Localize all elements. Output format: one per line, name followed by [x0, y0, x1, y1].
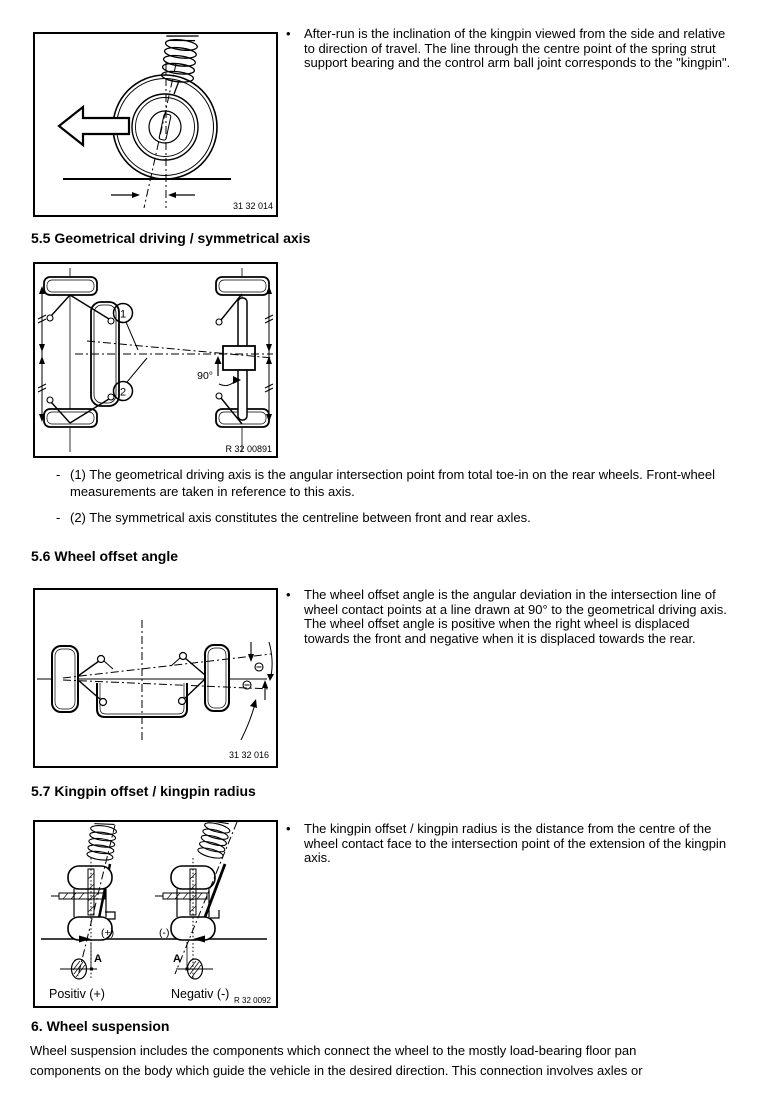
- wheel-offset-svg: [35, 590, 276, 766]
- offset-line-lower: [63, 680, 271, 689]
- offset-line-upper: [63, 654, 271, 678]
- bullet-marker: •: [286, 26, 291, 41]
- driving-axis-item-2: [56, 510, 718, 527]
- kingpin-text: The kingpin offset / kingpin radius is the distance from the centre of the wheel contact face to the intersection point of the extension of the kingpin axis.: [304, 821, 727, 866]
- svg-text:2: 2: [119, 386, 127, 399]
- kingpin-offset-svg: [35, 822, 276, 1006]
- deviation-arrows: [241, 642, 274, 740]
- dash-marker: -: [56, 510, 61, 525]
- figure-kingpin-offset-diagram: [33, 820, 278, 1008]
- item-1-text: (1) The geometrical driving axis is the angular intersection point from total toe-in on the rear wheels. Front-wheel measurements are taken in reference to this axis.: [70, 467, 716, 499]
- figure-afterrun-diagram: [33, 32, 278, 217]
- dim-a-left: A: [94, 953, 102, 965]
- afterrun-diagram-svg: [35, 34, 276, 215]
- svg-text:90°: 90°: [197, 370, 213, 382]
- dash-marker: -: [56, 467, 61, 482]
- angle-symbols: [243, 663, 263, 689]
- left-dimension-line: [38, 286, 46, 422]
- minus-label: (-): [159, 927, 170, 939]
- figure-code: R 32 0092: [234, 996, 271, 1005]
- figure-code: 31 32 016: [228, 750, 269, 760]
- caster-angle-arrows: [111, 192, 195, 198]
- wheel-suspension-paragraph: Wheel suspension includes the components which connect the wheel to the mostly load-bearing floor pan components on the body which guide the vehicle in the desired direction. This connection involves axles or: [30, 1043, 643, 1078]
- heading-5-6: 5.6 Wheel offset angle: [31, 548, 179, 564]
- kingpin-bullet-item: [286, 822, 734, 866]
- figure-code: 31 32 014: [232, 201, 273, 211]
- driving-axis-svg: [35, 264, 276, 456]
- caption-positive: Positiv (+): [49, 987, 105, 1001]
- item-2-text: (2) The symmetrical axis constitutes the centreline between front and rear axles.: [70, 510, 531, 525]
- wheel-offset-bullet-item: [286, 588, 734, 646]
- heading-6: 6. Wheel suspension: [31, 1018, 170, 1034]
- afterrun-text: After-run is the inclination of the kingpin viewed from the side and relative to direction of travel. The line through the centre point of the spring strut support bearing and the control arm ball joint corresponds to the "kingpin".: [304, 26, 731, 71]
- caption-negative: Negativ (-): [171, 987, 230, 1001]
- rear-axle-subframe: [47, 295, 119, 423]
- svg-text:1: 1: [119, 308, 127, 321]
- driving-axis-item-1: [56, 467, 718, 500]
- figure-code: R 32 00891: [225, 444, 272, 454]
- front-axle-assembly: [216, 294, 255, 424]
- bullet-marker: •: [286, 587, 291, 602]
- figure-driving-axis-diagram: [33, 262, 278, 458]
- dim-a-right: A: [173, 953, 181, 965]
- spring-strut-icon: [161, 34, 199, 94]
- callout-1: [114, 304, 139, 351]
- positive-kingpin-assembly: [51, 822, 117, 980]
- figure-wheel-offset-diagram: [33, 588, 278, 768]
- heading-5-5: 5.5 Geometrical driving / symmetrical axis: [31, 230, 311, 246]
- afterrun-bullet-item: [286, 27, 734, 71]
- plus-label: (+): [101, 927, 115, 939]
- heading-5-7: 5.7 Kingpin offset / kingpin radius: [31, 783, 256, 799]
- negative-kingpin-assembly: [155, 822, 237, 980]
- bullet-marker: •: [286, 821, 291, 836]
- wheel-offset-text: The wheel offset angle is the angular deviation in the intersection line of wheel contact points at a line drawn at 90° to the geometrical driving axis. The wheel offset angle is positive when the right wheel is displaced towards the front and negative when it is displaced towards the rear.: [304, 587, 727, 646]
